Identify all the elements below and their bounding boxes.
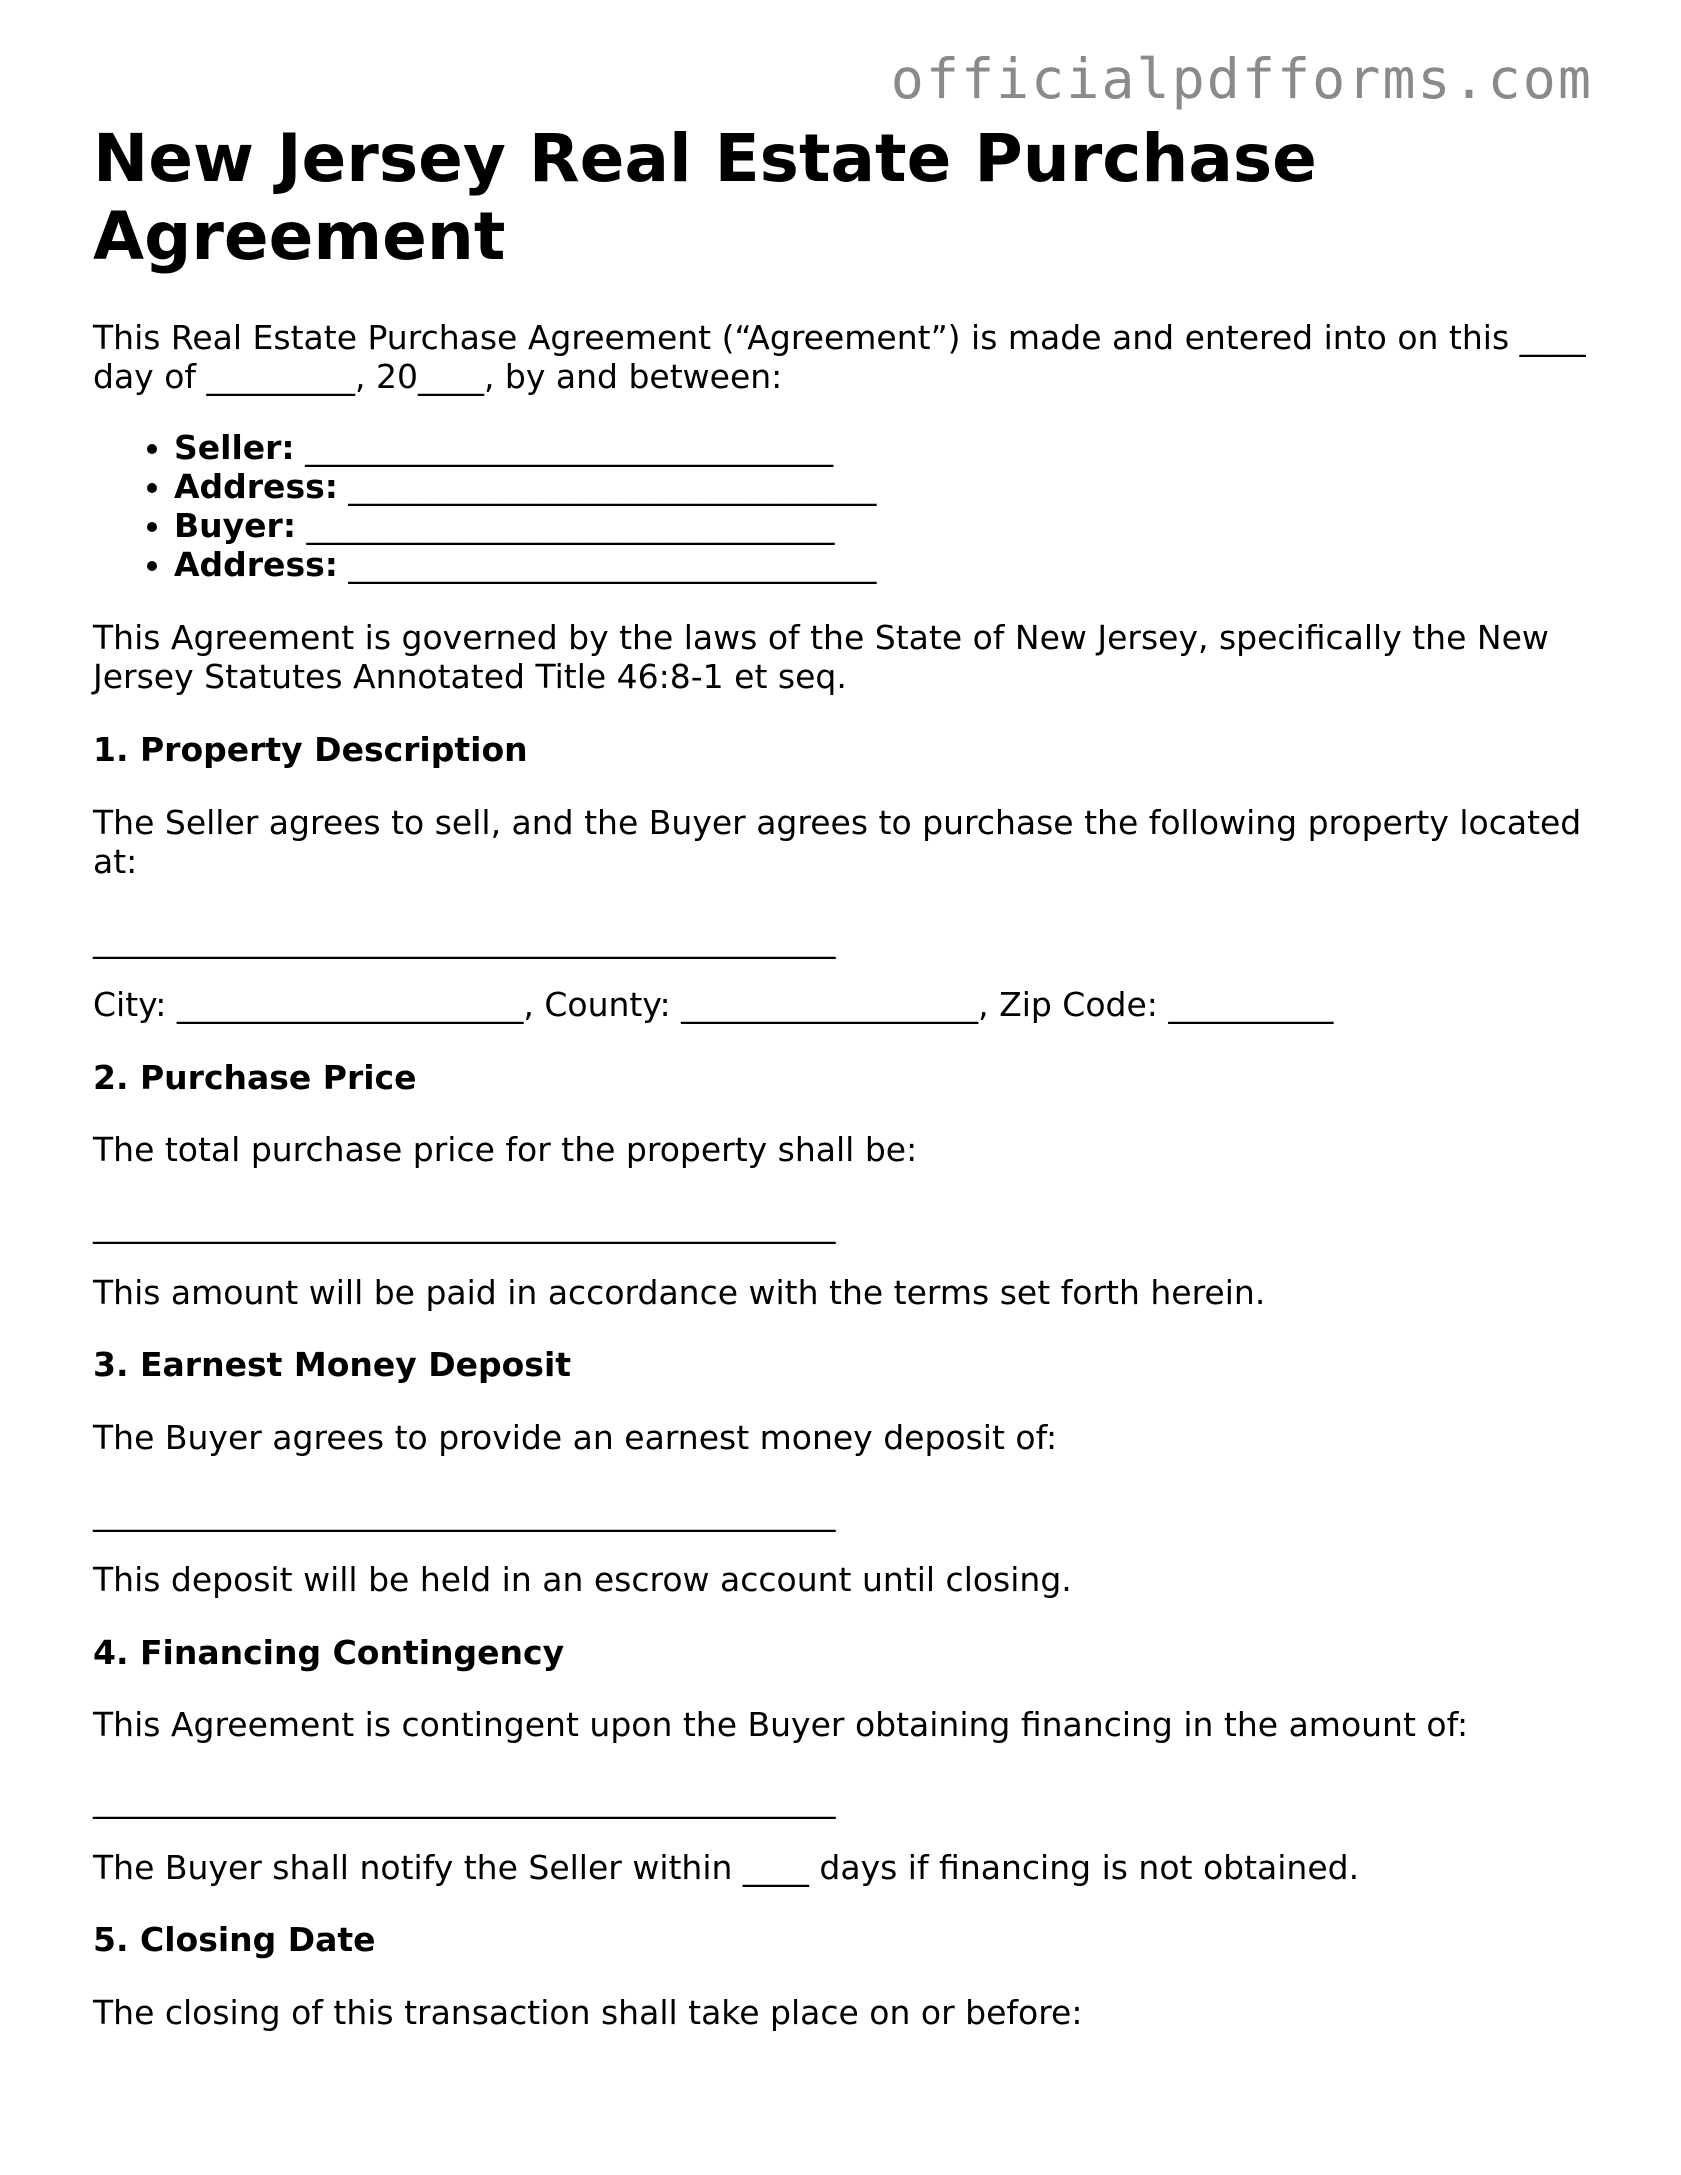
fill-in-blank: _____________________________________________: [93, 1205, 836, 1244]
section-after-text: This deposit will be held in an escrow account until closing.: [93, 1560, 1072, 1599]
section-heading: 1. Property Description: [93, 730, 528, 769]
section-heading: 2. Purchase Price: [93, 1058, 417, 1097]
section-text: The Buyer agrees to provide an earnest money deposit of:: [93, 1418, 1058, 1457]
list-item: [174, 428, 876, 467]
section-after-text: The Buyer shall notify the Seller within ____ days if financing is not obtained.: [93, 1848, 1360, 1887]
section-heading: 4. Financing Contingency: [93, 1633, 565, 1672]
party-blank: ________________________________: [337, 467, 877, 506]
section-text: This Agreement is contingent upon the Buyer obtaining financing in the amount of:: [93, 1705, 1469, 1744]
party-blank: ________________________________: [337, 545, 877, 584]
list-item: [174, 467, 876, 506]
section-heading: 3. Earnest Money Deposit: [93, 1345, 572, 1384]
party-label: Address:: [174, 545, 338, 584]
section-text: The total purchase price for the property shall be:: [93, 1130, 918, 1169]
list-item: [174, 545, 876, 584]
party-blank: ________________________________: [294, 428, 834, 467]
fill-in-blank: _____________________________________________: [93, 1493, 836, 1532]
intro-paragraph: This Real Estate Purchase Agreement (“Agreement”) is made and entered into on this ____ day of _________, 20____, by and between:: [93, 318, 1597, 396]
fill-in-blank: _____________________________________________: [93, 920, 836, 959]
section-text: The Seller agrees to sell, and the Buyer agrees to purchase the following property located at:: [93, 803, 1592, 881]
location-line: City: _____________________, County: __________________, Zip Code: __________: [93, 985, 1334, 1024]
section-after-text: This amount will be paid in accordance with the terms set forth herein.: [93, 1273, 1266, 1312]
section-heading: 5. Closing Date: [93, 1920, 376, 1959]
fill-in-blank: _____________________________________________: [93, 1780, 836, 1819]
watermark: officialpdfforms.com: [890, 47, 1593, 111]
governing-law-paragraph: This Agreement is governed by the laws of the State of New Jersey, specifically the New Jersey Statutes Annotated Title 46:8-1 et seq.: [93, 618, 1560, 696]
list-item: [174, 506, 876, 545]
party-label: Buyer:: [174, 506, 297, 545]
party-label: Address:: [174, 467, 338, 506]
page-title: New Jersey Real Estate Purchase Agreement: [93, 120, 1317, 275]
section-text: The closing of this transaction shall take place on or before:: [93, 1993, 1083, 2032]
party-blank: ________________________________: [296, 506, 835, 545]
party-label: Seller:: [174, 428, 295, 467]
parties-list: [93, 428, 876, 584]
